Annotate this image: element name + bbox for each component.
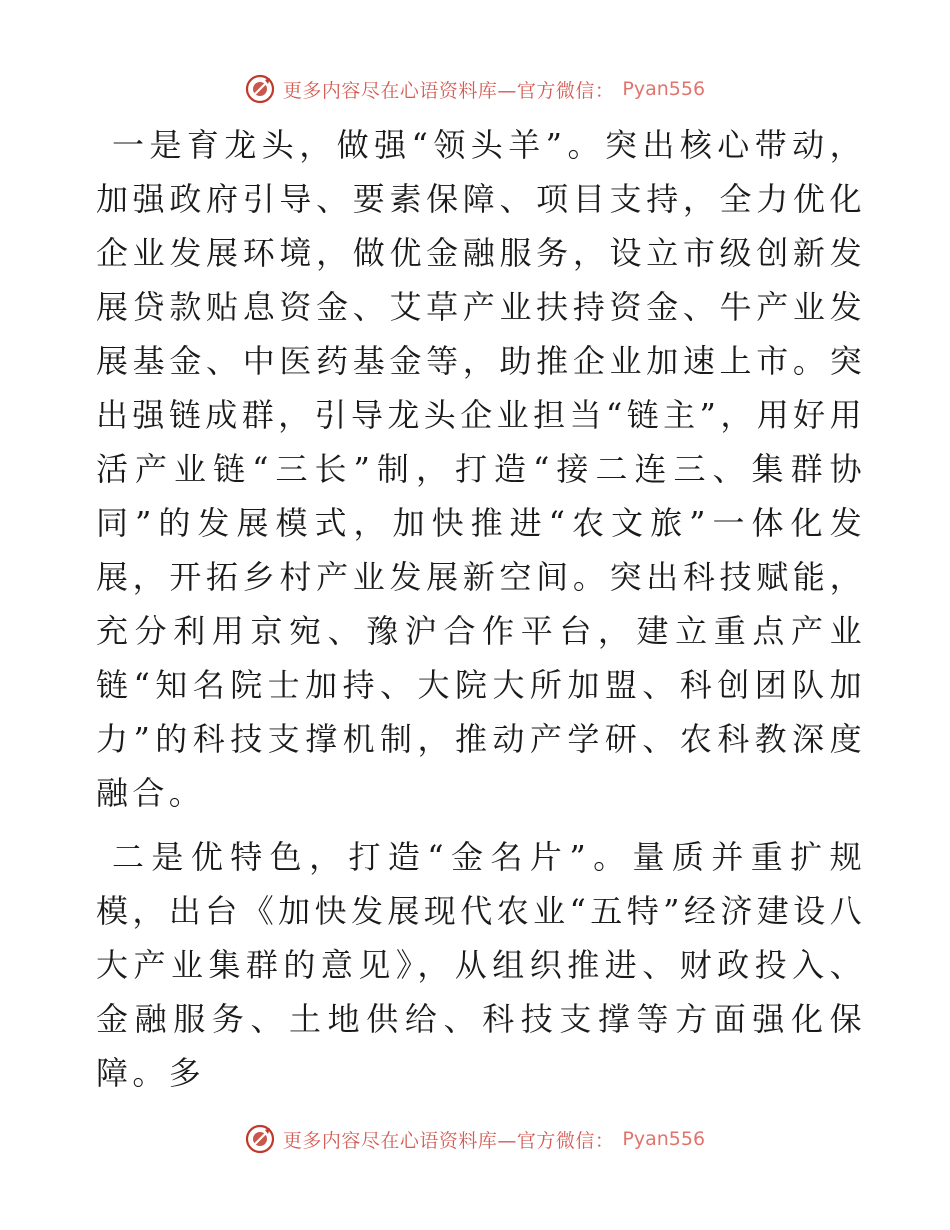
watermark-text: 更多内容尽在心语资料库—官方微信： — [282, 1129, 615, 1152]
brand-logo-icon — [245, 1124, 275, 1154]
watermark-wechat-id: Pyan556 — [622, 78, 706, 100]
header-watermark — [0, 74, 950, 104]
paragraph-1: 一是育龙头，做强“领头羊”。突出核心带动，加强政府引导、要素保障、项目支持，全力优化企业发展环境，做优金融服务，设立市级创新发展贷款贴息资金、艾草产业扶持资金、牛产业发展基金、中医药基金等，助推企业加速上市。突出强链成群，引导龙头企业担当“链主”，用好用活产业链“三长”制，打造“接二连三、集群协同”的发展模式，加快推进“农文旅”一体化发展，开拓乡村产业发展新空间。突出科技赋能，充分利用京宛、豫沪合作平台，建立重点产业链“知名院士加持、大院大所加盟、科创团队加力”的科技支撑机制，推动产学研、农科教深度融合。 — [96, 126, 866, 812]
watermark-text: 更多内容尽在心语资料库—官方微信： — [282, 79, 615, 102]
document-body — [96, 118, 866, 1100]
watermark-wechat-id: Pyan556 — [622, 1128, 706, 1150]
brand-logo-icon — [245, 74, 275, 104]
paragraph-2: 二是优特色，打造“金名片”。量质并重扩规模，出台《加快发展现代农业“五特”经济建设八大产业集群的意见》，从组织推进、财政投入、金融服务、土地供给、科技支撑等方面强化保障。多 — [96, 838, 866, 1092]
footer-watermark — [0, 1124, 950, 1154]
